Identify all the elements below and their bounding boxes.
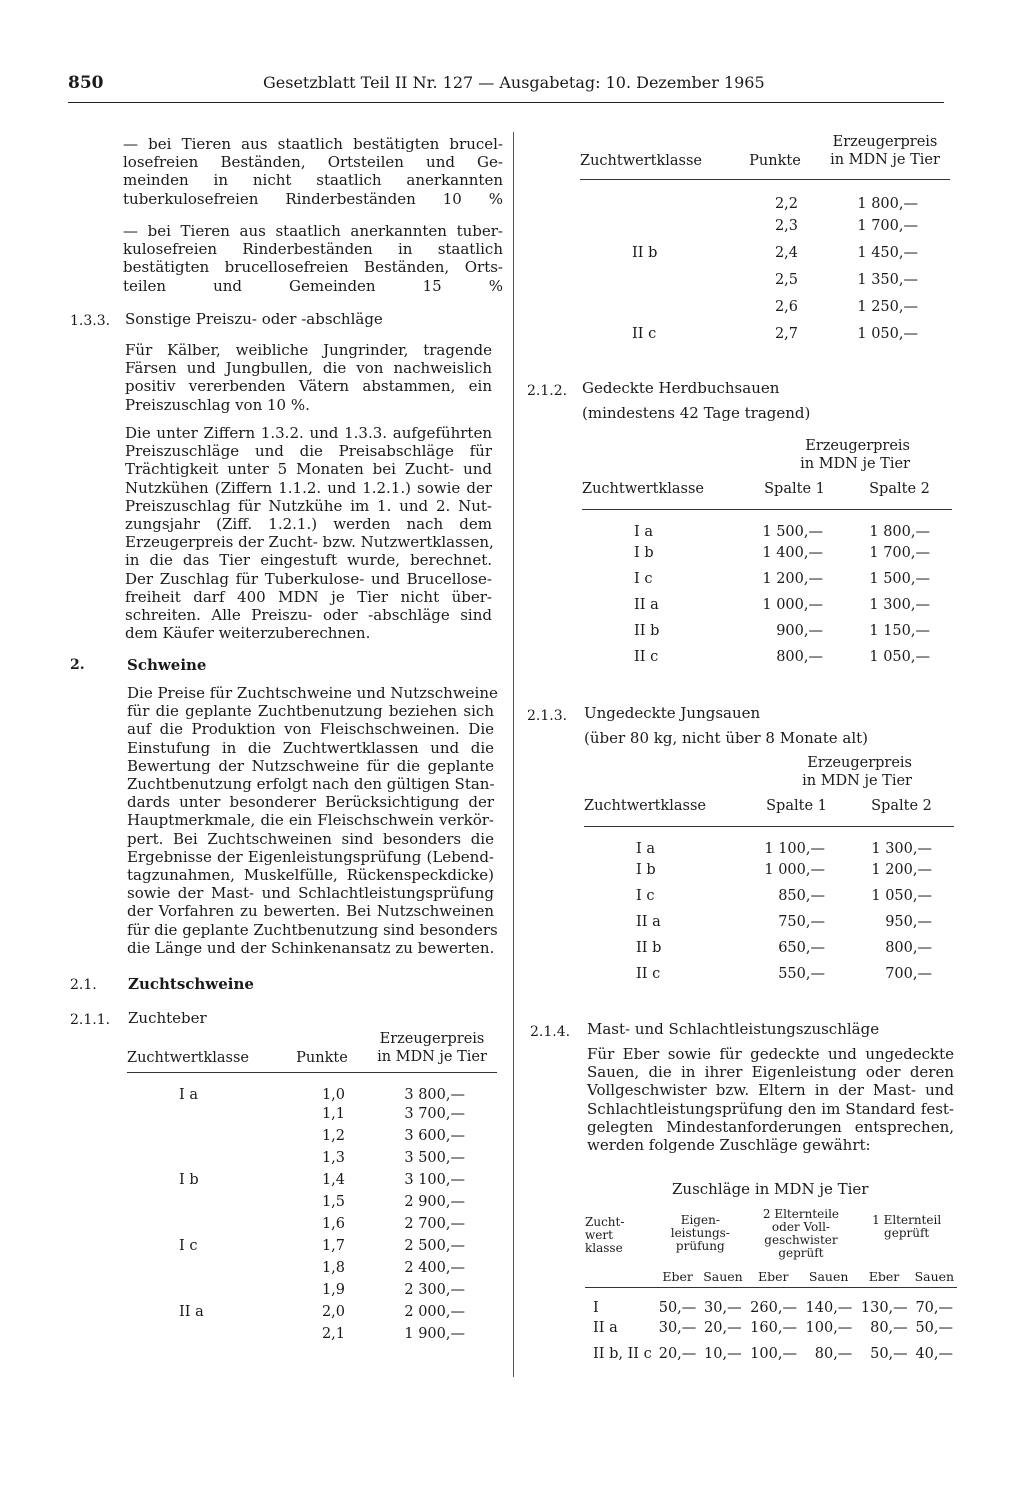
class-cell: II b, II c <box>593 1345 652 1362</box>
section-number: 2.1.3. <box>527 708 568 724</box>
text-line: kulosefreien Rinderbeständen in staatlich <box>123 240 503 259</box>
col-header-lines <box>856 1214 957 1240</box>
value-cell: 2 900,— <box>404 1194 465 1210</box>
class-cell <box>127 1125 277 1147</box>
value-cell: 3 100,— <box>404 1172 465 1188</box>
col-header <box>367 1030 497 1073</box>
text-line: Erzeugerpreis der Zucht- bzw. Nutzwertklassen, <box>125 533 494 552</box>
bullet-2-text <box>123 222 503 295</box>
text-line: Ergebnisse der Eigenleistungsprüfung (Lebend- <box>127 847 494 866</box>
value-cell: 80,— <box>870 1319 908 1336</box>
value-cell: 50,— <box>870 1345 908 1362</box>
table-row <box>127 1125 497 1147</box>
sub-header-cell: Sauen <box>700 1260 745 1288</box>
col-header: Spalte 2 <box>847 473 952 510</box>
col-header: Spalte 1 <box>742 473 847 510</box>
text-line: auf die Produktion von Fleischschweinen. Die <box>127 720 494 739</box>
section-subtitle: (mindestens 42 Tage tragend) <box>582 404 811 422</box>
table-body <box>580 180 950 348</box>
value-cell: 2,7 <box>774 325 798 342</box>
value-cell: 3 800,— <box>404 1087 465 1103</box>
value-cell: 100,— <box>750 1345 797 1362</box>
col-header-line: Erzeugerpreis <box>832 134 938 150</box>
page-number: 850 <box>68 73 104 93</box>
table-row <box>127 1073 497 1104</box>
text-line: losefreien Beständen, Ortsteilen und Ge- <box>123 153 503 172</box>
value-cell: 50,— <box>658 1300 697 1316</box>
value-cell: 700,— <box>885 966 932 982</box>
value-cell: 750,— <box>778 914 825 930</box>
value-cell: 20,— <box>704 1319 742 1336</box>
class-cell <box>127 1279 277 1301</box>
value-cell: 1 150,— <box>869 623 930 639</box>
table-row <box>580 266 950 293</box>
value-cell: 950,— <box>885 914 932 930</box>
col-group-header <box>742 437 952 473</box>
value-cell: 3 500,— <box>404 1150 465 1166</box>
class-cell: II c <box>634 649 659 665</box>
text-line: gelegten Mindestanforderungen entsprechen, <box>587 1117 954 1136</box>
section-title: Sonstige Preiszu- oder -abschläge <box>125 310 383 328</box>
col-header: Spalte 2 <box>849 790 954 827</box>
table-row <box>584 827 954 858</box>
table-row <box>127 1191 497 1213</box>
table-row <box>584 961 954 987</box>
table-row <box>585 1315 957 1341</box>
class-cell: II a <box>634 597 659 613</box>
value-cell: 1 000,— <box>762 597 823 613</box>
text-line: positiv vererbenden Vätern abstammen, ein <box>125 377 492 396</box>
text-line: teilen und Gemeinden 15 % <box>123 276 503 295</box>
text-line: Preiszuschläge und die Preisabschläge für <box>125 442 492 461</box>
table-body <box>582 510 952 671</box>
value-cell: 1 400,— <box>762 545 823 561</box>
value-cell: 1 350,— <box>857 271 918 288</box>
text-line: Hauptmerkmale, die ein Fleischschwein verkör- <box>127 811 494 830</box>
table-row <box>580 212 950 239</box>
paragraph <box>587 1045 954 1154</box>
value-cell: 130,— <box>860 1300 908 1316</box>
section-number: 2. <box>70 657 85 673</box>
value-cell: 1 300,— <box>871 841 932 857</box>
text-line: Eigen- <box>680 1213 720 1227</box>
value-cell: 1 500,— <box>869 571 930 587</box>
value-cell: 2 500,— <box>404 1238 465 1254</box>
value-cell: 1,4 <box>321 1172 345 1188</box>
value-cell: 1 050,— <box>857 325 918 342</box>
table-row <box>127 1257 497 1279</box>
text-line: Für Eber sowie für gedeckte und ungedeckte <box>587 1045 954 1063</box>
price-table-jungsauen <box>584 754 954 987</box>
table-row <box>127 1147 497 1169</box>
table-row <box>584 935 954 961</box>
paragraph-text <box>587 1045 954 1154</box>
class-cell <box>127 1103 277 1125</box>
value-cell: 140,— <box>805 1300 853 1316</box>
text-line: Zuchtbenutzung erfolgt nach den gültigen Stan- <box>127 775 495 794</box>
text-line: Der Zuschlag für Tuberkulose- und Brucellose- <box>125 569 492 588</box>
text-line: Die unter Ziffern 1.3.2. und 1.3.3. aufgeführten <box>125 424 492 442</box>
text-line: Färsen und Jungbullen, die von nachweislich <box>125 359 492 378</box>
text-line: zungsjahr (Ziff. 1.2.1.) werden nach dem <box>125 515 492 534</box>
value-cell: 1,3 <box>321 1150 345 1166</box>
value-cell: 2,6 <box>774 298 798 315</box>
class-cell <box>127 1213 277 1235</box>
sub-header-cell: Eber <box>655 1260 700 1288</box>
class-cell: I b <box>636 862 656 878</box>
bullet-2 <box>123 222 503 295</box>
value-cell: 1 050,— <box>869 649 930 665</box>
col-header-line: in MDN je Tier <box>800 456 910 472</box>
text-line: — bei Tieren aus staatlich bestätigten brucel- <box>123 135 503 153</box>
text-line: für die geplante Zuchtbenutzung beziehen sich <box>127 702 494 721</box>
value-cell: 1,7 <box>321 1238 345 1254</box>
page-header <box>68 73 944 103</box>
text-line: Einstufung in die Zuchtwertklassen und die <box>127 738 494 757</box>
text-line: meinden in nicht staatlich anerkannten <box>123 171 503 190</box>
table-row <box>582 644 952 670</box>
text-line: 2 Elternteile <box>762 1207 840 1221</box>
text-line: geprüft <box>884 1226 930 1240</box>
col-header-line: Erzeugerpreis <box>379 1031 485 1047</box>
class-cell: I a <box>179 1087 198 1103</box>
col-header-lines <box>746 1208 857 1260</box>
value-cell: 2,0 <box>321 1304 345 1320</box>
value-cell: 100,— <box>805 1319 853 1336</box>
class-cell: II b <box>632 244 658 261</box>
class-cell: I b <box>634 545 654 561</box>
text-line: dards unter besonderer Berücksichtigung der <box>127 793 494 812</box>
table-row <box>582 618 952 644</box>
text-line: prüfung <box>675 1239 725 1253</box>
table-row <box>582 592 952 618</box>
class-cell <box>127 1147 277 1169</box>
col-header: Spalte 1 <box>744 790 849 827</box>
sub-header-cell: Eber <box>746 1260 801 1288</box>
text-line: bestätigten brucellosefreien Beständen, Orts- <box>123 258 503 277</box>
price-table-continued <box>580 133 950 347</box>
value-cell: 1,0 <box>321 1087 345 1103</box>
table-caption: Zuschläge in MDN je Tier <box>672 1180 869 1198</box>
header-rule <box>68 102 944 103</box>
text-line: Die Preise für Zuchtschweine und Nutzschweine <box>127 684 498 702</box>
value-cell: 1 300,— <box>869 597 930 613</box>
value-cell: 2 000,— <box>404 1304 465 1320</box>
col-group-header <box>746 1208 857 1260</box>
section-title: Zuchteber <box>128 1009 207 1027</box>
section-title: Zuchtschweine <box>128 975 254 993</box>
text-line: Zucht- <box>585 1215 625 1229</box>
text-line: Vollgeschwister bzw. Eltern in der Mast- und <box>587 1081 954 1100</box>
text-line: tagzunahmen, Muskelfülle, Rückenspeckdicke) <box>127 866 494 885</box>
section-title: Mast- und Schlachtleistungszuschläge <box>587 1020 880 1038</box>
paragraph-text <box>125 341 492 414</box>
value-cell: 1 900,— <box>404 1326 465 1342</box>
sub-header-cell: Sauen <box>912 1260 957 1288</box>
text-line: in die das Tier eingestuft wurde, berechnet. <box>125 551 492 570</box>
value-cell: 1,1 <box>321 1106 345 1122</box>
value-cell: 900,— <box>776 623 823 639</box>
class-cell <box>580 180 730 213</box>
value-cell: 160,— <box>750 1319 797 1336</box>
table-row <box>582 540 952 566</box>
class-cell: I c <box>636 888 655 904</box>
text-line: Schlachtleistungsprüfung den im Standard fest- <box>587 1099 954 1118</box>
value-cell: 30,— <box>704 1300 742 1316</box>
table-row <box>585 1288 957 1316</box>
value-cell: 800,— <box>776 649 823 665</box>
bullet-1 <box>123 135 503 208</box>
col-header <box>820 133 950 180</box>
text-line: für die geplante Zuchtbenutzung sind besonders <box>127 920 498 939</box>
value-cell: 2,2 <box>774 196 798 212</box>
value-cell: 1,8 <box>321 1260 345 1276</box>
value-cell: 40,— <box>915 1345 953 1362</box>
class-cell: II a <box>179 1304 204 1320</box>
table-body <box>584 827 954 988</box>
table-row <box>580 320 950 347</box>
text-line: Preiszuschlag von 10 %. <box>125 395 310 414</box>
value-cell: 1,9 <box>321 1282 345 1298</box>
text-line: Für Kälber, weibliche Jungrinder, tragende <box>125 341 492 359</box>
value-cell: 1 250,— <box>857 298 918 315</box>
table-row <box>584 909 954 935</box>
text-line: die Länge und der Schinkenansatz zu bewerten. <box>127 938 495 957</box>
value-cell: 80,— <box>814 1345 853 1362</box>
col-header-lines <box>585 1216 655 1255</box>
table-row <box>580 293 950 320</box>
col-header: Zuchtwertklasse <box>584 790 734 827</box>
price-table-herdbuchsauen <box>582 437 952 670</box>
header-title: Gesetzblatt Teil II Nr. 127 — Ausgabetag: 10. Dezember 1965 <box>263 73 765 92</box>
class-cell: I a <box>636 841 655 857</box>
text-line: geprüft <box>778 1246 824 1260</box>
class-cell: II b <box>634 623 660 639</box>
table-row <box>127 1279 497 1301</box>
price-table-zuchteber <box>127 1030 497 1345</box>
table-row <box>127 1169 497 1191</box>
table-row <box>584 857 954 883</box>
text-line: Nutzkühen (Ziffern 1.1.2. und 1.2.1.) sowie der <box>125 478 492 497</box>
value-cell: 1,6 <box>321 1216 345 1232</box>
text-line: — bei Tieren aus staatlich anerkannten tuber- <box>123 222 503 240</box>
text-line: sowie der Mast- und Schlachtleistungsprüfung <box>127 884 494 903</box>
value-cell: 2 400,— <box>404 1260 465 1276</box>
class-cell: II a <box>593 1319 618 1336</box>
value-cell: 2 300,— <box>404 1282 465 1298</box>
text-line: freiheit darf 400 MDN je Tier nicht über- <box>125 587 492 606</box>
table-row <box>582 566 952 592</box>
class-cell: II a <box>636 914 661 930</box>
text-line: Sauen, die in ihrer Eigenleistung oder deren <box>587 1063 954 1082</box>
value-cell: 3 700,— <box>404 1106 465 1122</box>
value-cell: 2,5 <box>774 271 798 288</box>
text-line: 1 Elternteil <box>872 1213 942 1227</box>
value-cell: 1 200,— <box>871 862 932 878</box>
col-header-line: Erzeugerpreis <box>807 755 912 771</box>
paragraph-text <box>125 424 492 642</box>
text-line: klasse <box>585 1241 623 1255</box>
value-cell: 1 050,— <box>871 888 932 904</box>
table-row <box>127 1213 497 1235</box>
value-cell: 650,— <box>778 940 825 956</box>
col-header-lines <box>655 1214 746 1253</box>
section-number: 2.1. <box>70 977 97 993</box>
col-header-line: in MDN je Tier <box>830 152 940 168</box>
value-cell: 30,— <box>658 1319 697 1336</box>
paragraph <box>127 684 498 957</box>
table-row <box>127 1301 497 1323</box>
col-group-header <box>744 754 954 790</box>
sub-header-cell: Eber <box>856 1260 911 1288</box>
class-cell <box>127 1257 277 1279</box>
paragraph-text <box>127 684 498 957</box>
text-line: oder Voll- <box>771 1220 830 1234</box>
text-line: dem Käufer weiterzuberechnen. <box>125 624 371 643</box>
class-cell: I c <box>634 571 653 587</box>
value-cell: 550,— <box>778 966 825 982</box>
table-row <box>580 239 950 266</box>
value-cell: 1 200,— <box>762 571 823 587</box>
text-line: schreiten. Alle Preiszu- oder -abschläge sind <box>125 606 492 625</box>
text-line: tuberkulosefreien Rinderbeständen 10 % <box>123 189 503 208</box>
value-cell: 1 000,— <box>764 862 825 878</box>
section-title: Gedeckte Herdbuchsauen <box>582 379 780 397</box>
col-header: Zuchtwertklasse <box>580 133 730 180</box>
value-cell: 1 100,— <box>764 841 825 857</box>
class-cell <box>580 266 730 293</box>
col-header: Zuchtwertklasse <box>127 1030 277 1073</box>
sub-header-cell: Sauen <box>801 1260 856 1288</box>
value-cell: 20,— <box>658 1345 697 1362</box>
value-cell: 2,1 <box>321 1326 345 1342</box>
surcharge-table <box>585 1208 957 1367</box>
col-header-line: in MDN je Tier <box>377 1049 487 1065</box>
value-cell: 800,— <box>885 940 932 956</box>
section-number: 2.1.1. <box>70 1012 111 1028</box>
value-cell: 1 500,— <box>762 524 823 540</box>
paragraph <box>125 424 492 642</box>
table-row <box>582 510 952 541</box>
bullet-1-text <box>123 135 503 208</box>
value-cell: 1 700,— <box>869 545 930 561</box>
text-line: geschwister <box>764 1233 838 1247</box>
class-cell <box>127 1191 277 1213</box>
table-body <box>585 1288 957 1368</box>
class-cell: II b <box>636 940 662 956</box>
table-row <box>127 1235 497 1257</box>
text-line: werden folgende Zuschläge gewährt: <box>587 1136 871 1155</box>
class-cell: I a <box>634 524 653 540</box>
value-cell: 1,5 <box>321 1194 345 1210</box>
value-cell: 260,— <box>750 1300 797 1316</box>
value-cell: 50,— <box>915 1319 953 1336</box>
section-title: Schweine <box>127 656 207 674</box>
table-body <box>127 1073 497 1346</box>
value-cell: 70,— <box>915 1300 953 1316</box>
table-row <box>127 1103 497 1125</box>
text-line: Bewertung der Nutzschweine für die geplante <box>127 756 494 775</box>
col-group-header <box>856 1208 957 1260</box>
col-header-class <box>585 1208 655 1288</box>
value-cell: 1 800,— <box>869 524 930 540</box>
class-cell: I c <box>179 1238 198 1254</box>
section-title: Ungedeckte Jungsauen <box>584 704 761 722</box>
value-cell: 10,— <box>704 1345 742 1362</box>
text-line: wert <box>585 1228 613 1242</box>
text-line: Preiszuschlag für Nutzkühe im 1. und 2. Nut- <box>125 496 492 515</box>
value-cell: 1 700,— <box>857 217 918 234</box>
class-cell: II c <box>632 325 657 342</box>
table-row <box>580 180 950 213</box>
class-cell <box>580 293 730 320</box>
value-cell: 2,3 <box>774 217 798 234</box>
value-cell: 3 600,— <box>404 1128 465 1144</box>
text-line: leistungs- <box>670 1226 730 1240</box>
value-cell: 1,2 <box>321 1128 345 1144</box>
class-cell: I b <box>179 1172 199 1188</box>
class-cell <box>127 1323 277 1345</box>
section-number: 2.1.4. <box>530 1024 571 1040</box>
col-header: Punkte <box>730 133 820 180</box>
text-line: Trächtigkeit unter 5 Monaten bei Zucht- und <box>125 460 492 479</box>
table-row <box>585 1341 957 1367</box>
text-line: pert. Bei Zuchtschweinen sind besonders die <box>127 829 494 848</box>
col-header: Punkte <box>277 1030 367 1073</box>
value-cell: 2,4 <box>774 244 798 261</box>
col-group-header <box>655 1208 746 1260</box>
value-cell: 1 450,— <box>857 244 918 261</box>
value-cell: 850,— <box>778 888 825 904</box>
class-cell: I <box>593 1300 599 1316</box>
column-divider <box>513 132 514 1377</box>
table-row <box>127 1323 497 1345</box>
section-number: 2.1.2. <box>527 383 568 399</box>
class-cell <box>580 212 730 239</box>
paragraph <box>125 341 492 414</box>
section-subtitle: (über 80 kg, nicht über 8 Monate alt) <box>584 729 869 747</box>
section-number: 1.3.3. <box>70 313 111 329</box>
col-header-line: in MDN je Tier <box>802 773 912 789</box>
table-row <box>584 883 954 909</box>
col-header-line: Erzeugerpreis <box>805 438 910 454</box>
value-cell: 2 700,— <box>404 1216 465 1232</box>
class-cell: II c <box>636 966 661 982</box>
value-cell: 1 800,— <box>857 196 918 212</box>
col-header: Zuchtwertklasse <box>582 473 732 510</box>
text-line: der Vorfahren zu bewerten. Bei Nutzschweinen <box>127 902 494 921</box>
